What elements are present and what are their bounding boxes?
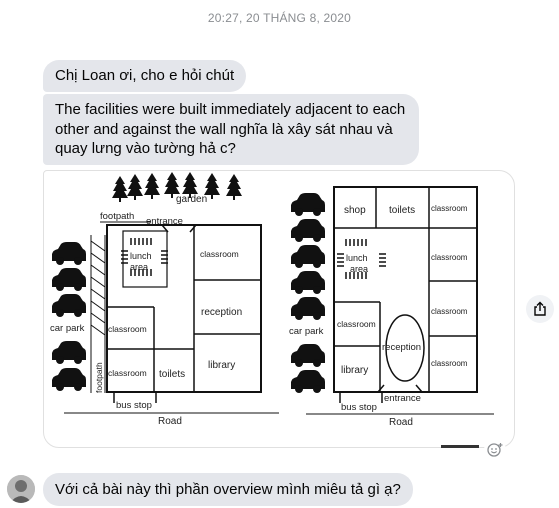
add-reaction-icon [487,442,503,458]
room-label: shop [344,205,366,216]
entrance-label: entrance [384,393,421,404]
garden-label: garden [176,194,208,205]
message-text: The facilities were built immediately adjacent to each other and against the wall nghĩa là xây sát nhau và quay lưng vào tường hả c? [55,101,406,157]
user-avatar[interactable] [7,475,35,503]
left-floor-plan [50,172,279,427]
lunch-area-label: area [350,264,369,274]
car-icon [52,242,86,265]
chat-timestamp: 20:27, 20 THÁNG 8, 2020 [207,11,352,25]
car-icon [291,219,325,242]
add-reaction-button[interactable] [484,439,506,461]
bus-stop-label: bus stop [116,400,152,411]
car-icon [291,370,325,393]
room-label: reception [382,342,422,353]
car-icon [291,245,325,268]
room-label: classroom [108,368,147,378]
footpath-side-label: footpath [94,362,104,393]
car-icon [52,268,86,291]
message-text: Với cả bài này thì phần overview mình miêu tả gì ạ? [55,481,401,498]
entrance-label: entrance [146,216,183,227]
lunch-area-label: lunch [346,253,368,263]
right-floor-plan [289,187,494,428]
room-label: classroom [337,319,376,329]
tree-icon [226,174,242,200]
floor-plan-image [44,171,515,448]
message-bubble[interactable] [43,94,419,165]
room-label: classroom [431,359,468,368]
road-label: Road [158,416,182,427]
room-label: toilets [159,369,186,380]
lunch-area-label: area [130,262,149,272]
car-icon [291,344,325,367]
car-icon [291,297,325,320]
image-scroll-indicator [441,445,479,448]
footpath-label: footpath [100,211,135,222]
car-park-label: car park [50,323,85,334]
image-attachment[interactable] [43,170,515,448]
road-label: Road [389,417,413,428]
car-icon [52,368,86,391]
car-icon [291,271,325,294]
car-icon [52,341,86,364]
lunch-area-label: lunch [130,251,152,261]
room-label: classroom [431,253,468,262]
room-label: library [208,360,236,371]
room-label: classroom [431,204,468,213]
tree-icon [144,173,160,199]
room-label: classroom [200,249,239,259]
bus-stop-label: bus stop [341,402,377,413]
share-button[interactable] [526,295,554,323]
room-label: toilets [389,205,416,216]
car-icon [52,294,86,317]
car-park-label: car park [289,326,324,337]
share-icon [532,301,548,317]
room-label: classroom [431,307,468,316]
room-label: reception [201,307,243,318]
message-bubble[interactable] [43,60,246,92]
tree-icon [127,174,143,200]
car-icon [291,193,325,216]
room-label: classroom [108,324,147,334]
message-bubble[interactable] [43,473,413,506]
message-text: Chị Loan ơi, cho e hỏi chút [55,67,235,84]
tree-icon [112,176,128,202]
avatar-icon [7,475,35,503]
room-label: library [341,365,369,376]
